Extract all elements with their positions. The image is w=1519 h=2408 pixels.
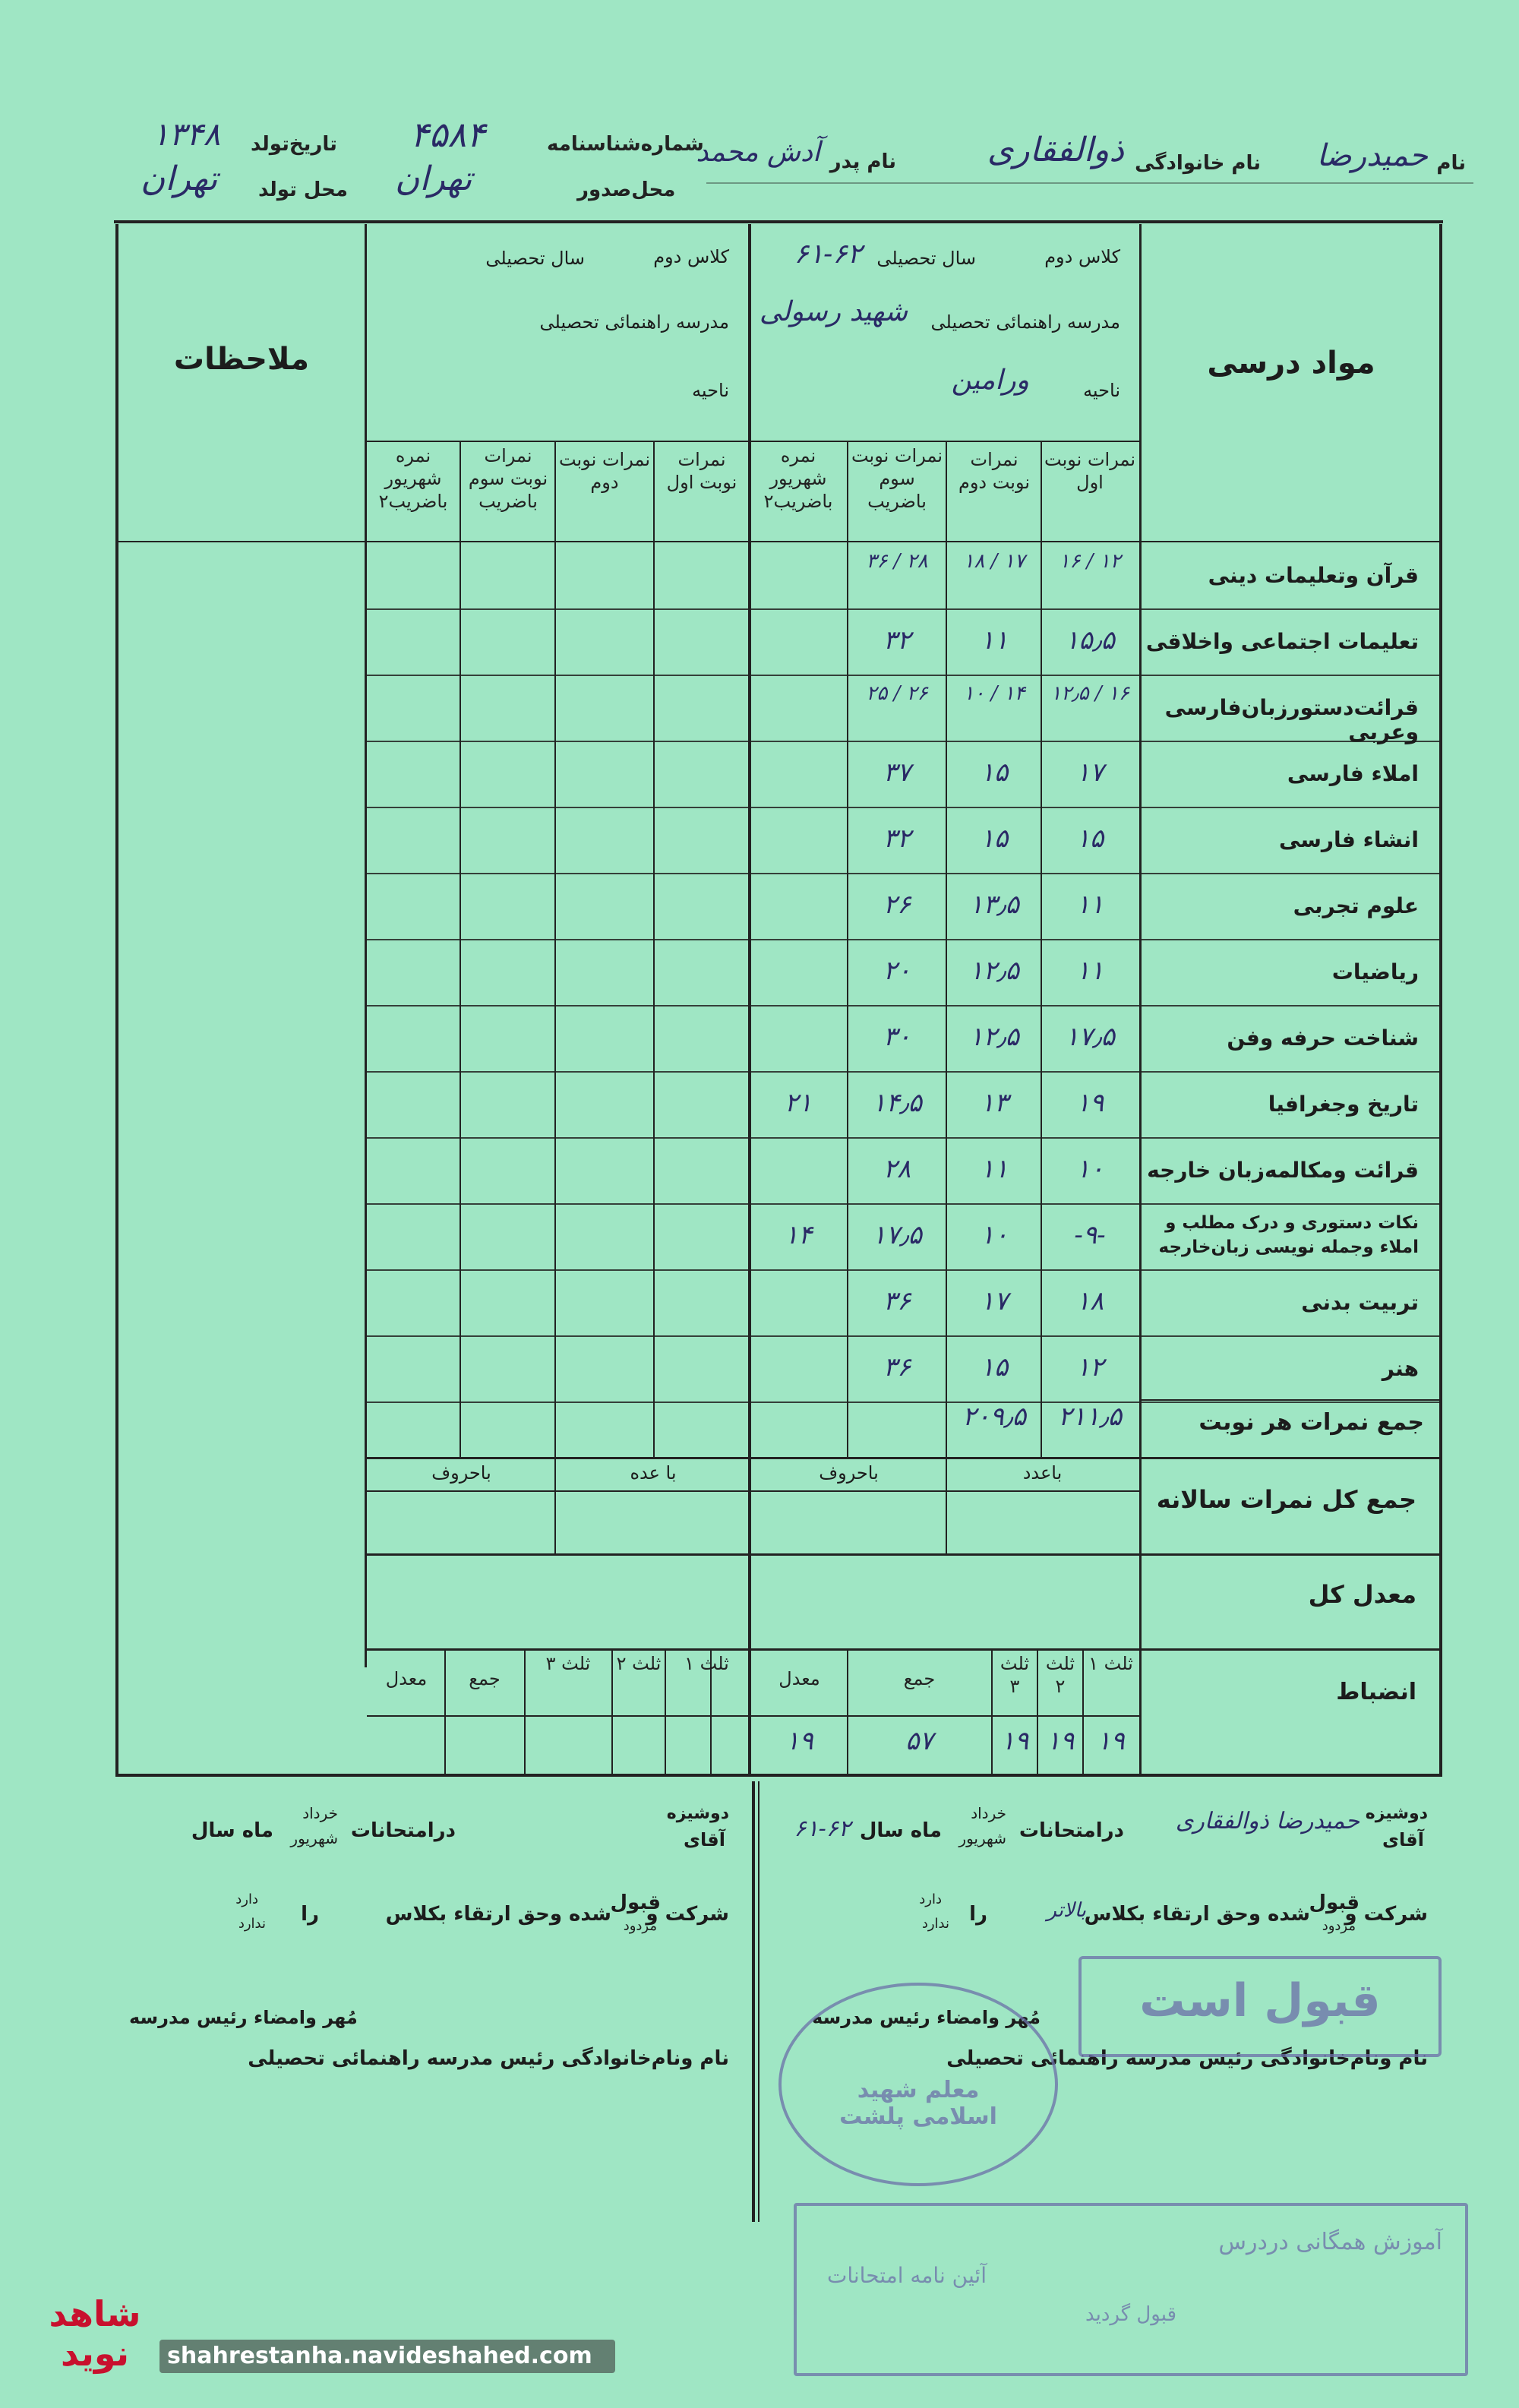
grade-cell: ۲۱ bbox=[784, 1088, 813, 1118]
grade-cell: ۱۷٫۵ bbox=[1065, 1022, 1115, 1052]
grade-cell: ۳۲ bbox=[883, 823, 911, 854]
total-g2: ۲۰۹٫۵ bbox=[962, 1402, 1027, 1432]
fl-khordad: خرداد bbox=[302, 1804, 338, 1822]
subject-name: ریاضیات bbox=[1331, 959, 1419, 984]
row-divider bbox=[367, 1269, 1439, 1271]
footer-left bbox=[114, 1785, 744, 2226]
disc-y1-third-1: ثلث ۱ bbox=[1088, 1653, 1133, 1674]
fl-mr-label: آقای bbox=[684, 1829, 725, 1850]
disc-y2-avg: معدل bbox=[385, 1668, 428, 1689]
bottom-stamp-line3: قبول گردید bbox=[1085, 2303, 1177, 2326]
y2-district-label: ناحیه bbox=[692, 380, 729, 401]
subject-name: تربیت بدنی bbox=[1301, 1290, 1419, 1315]
watermark-url: shahrestanha.navideshahed.com bbox=[167, 2343, 592, 2369]
row-divider bbox=[367, 1137, 1439, 1139]
y1-col-header-4: نمره شهریور باضریب۲ bbox=[763, 445, 833, 512]
id-value: ۴۵۸۴ bbox=[410, 114, 485, 155]
row-divider bbox=[367, 807, 1439, 808]
fl-accepted: قبول bbox=[610, 1891, 661, 1914]
birthplace-value: تهران bbox=[141, 160, 218, 198]
father-label: نام پدر bbox=[829, 150, 896, 173]
grade-cell: ۱۱ bbox=[980, 1154, 1009, 1184]
subject-name: علوم تجربی bbox=[1293, 893, 1419, 918]
table-border-right bbox=[1439, 224, 1442, 1774]
grade-cell: ۱۰ / ۱۴ bbox=[963, 682, 1025, 705]
y1-school-value: شهید رسولی bbox=[759, 296, 908, 327]
subject-name: املاء فارسی bbox=[1287, 761, 1419, 786]
fr-seal-text: مُهر وامضاء رئیس مدرسه bbox=[812, 2007, 1041, 2028]
subject-name: قرائت ومکالمه‌زبان خارجه bbox=[1147, 1158, 1419, 1183]
fl-month-year: ماه سال bbox=[191, 1819, 273, 1842]
disc-y1-third-2: ثلث ۲ bbox=[1045, 1653, 1075, 1697]
fr-rejected: مردود bbox=[1322, 1918, 1356, 1934]
table-border-bottom bbox=[115, 1774, 1442, 1777]
disc-value-sum: ۵۷ bbox=[905, 1726, 933, 1756]
grade-cell: ۲۸ bbox=[883, 1154, 911, 1184]
fr-class-value: بالاتر bbox=[1047, 1899, 1086, 1922]
grade-cell: ۱۸ / ۱۷ bbox=[963, 550, 1025, 573]
row-divider bbox=[367, 1335, 1439, 1337]
disc-y2-third-1: ثلث ۱ bbox=[684, 1653, 729, 1674]
grade-cell: ۱۲٫۵ bbox=[969, 956, 1019, 986]
subject-name: نکات دستوری و درک مطلب و املاء وجمله نویسی زبان‌خارجه bbox=[1158, 1213, 1419, 1257]
grade-cell: ۳۷ bbox=[883, 757, 911, 788]
grade-cell: ۳۰ bbox=[883, 1022, 911, 1052]
grade-cell: ۱۷ bbox=[980, 1286, 1009, 1316]
footer-divider-2 bbox=[758, 1781, 760, 2222]
bottom-stamp bbox=[794, 2203, 1468, 2376]
disc-div-6 bbox=[665, 1648, 666, 1774]
subject-name: هنر bbox=[1382, 1356, 1419, 1381]
subject-name: تاریخ وجغرافیا bbox=[1268, 1092, 1419, 1117]
fr-principal: نام ونام‌خانوادگی رئیس مدرسه راهنمائی تحصیلی bbox=[946, 2047, 1428, 2070]
grade-cell: ۱۵ bbox=[980, 823, 1009, 854]
subject-name: شناخت حرفه وفن bbox=[1227, 1025, 1419, 1051]
disc-y2-sum: جمع bbox=[469, 1668, 501, 1689]
subject-name: انشاء فارسی bbox=[1278, 827, 1419, 852]
name-label: نام bbox=[1436, 152, 1466, 175]
subject-name: تعلیمات اجتماعی واخلاقی bbox=[1145, 629, 1419, 654]
annual-numeric-2: با عده bbox=[630, 1462, 677, 1484]
fr-accepted: قبول bbox=[1309, 1891, 1360, 1914]
disc-y1-third-3: ثلث ۳ bbox=[1000, 1653, 1030, 1697]
fl-seal-text: مُهر وامضاء رئیس مدرسه bbox=[129, 2007, 358, 2028]
birthplace-label: محل تولد bbox=[258, 179, 348, 201]
row-divider bbox=[367, 1402, 1439, 1403]
birthdate-value: ۱۳۴۸ bbox=[152, 115, 221, 153]
average-label: معدل کل bbox=[1308, 1580, 1416, 1609]
grade-cell: ۱۰ bbox=[980, 1220, 1009, 1250]
disc-div-2 bbox=[1037, 1648, 1038, 1774]
row-divider bbox=[367, 1005, 1439, 1006]
grade-cell: ۳۶ bbox=[883, 1286, 911, 1316]
round-seal bbox=[778, 1983, 1058, 2186]
row-divider bbox=[367, 1071, 1439, 1073]
grade-cell: ۱۷ bbox=[1075, 757, 1104, 788]
total-g1: ۲۱۱٫۵ bbox=[1057, 1402, 1123, 1432]
y1-school-label: مدرسه راهنمائی تحصیلی bbox=[930, 311, 1120, 333]
disc-div-3 bbox=[991, 1648, 993, 1774]
y1-year-value: ۶۱-۶۲ bbox=[794, 239, 862, 270]
disc-y1-avg: معدل bbox=[778, 1668, 820, 1689]
birthdate-label: تاریخ‌تولد bbox=[251, 133, 337, 156]
accepted-stamp-text: قبول است bbox=[1139, 1974, 1381, 2027]
fr-year: ۶۱-۶۲ bbox=[794, 1815, 851, 1842]
y1-district-value: ورامین bbox=[951, 365, 1029, 396]
fr-student: حمیدرضا ذوالفقاری bbox=[1175, 1808, 1360, 1834]
discipline-label: انضباط bbox=[1336, 1679, 1416, 1705]
row-divider bbox=[367, 1203, 1439, 1205]
bottom-stamp-line2: آئین نامه امتحانات bbox=[827, 2263, 987, 2288]
col-div-y2-a bbox=[653, 441, 655, 1458]
fr-khordad: خرداد bbox=[971, 1804, 1006, 1822]
disc-div-7 bbox=[611, 1648, 613, 1774]
bottom-stamp-line1: آموزش همگانی دردرس bbox=[1218, 2229, 1442, 2255]
family-value: ذوالفقاری bbox=[987, 131, 1124, 169]
y2-col-header-3: نمرات نوبت سوم باضریب bbox=[468, 445, 548, 512]
grade-cell: ۱۴ bbox=[784, 1220, 813, 1250]
name-value: حمیدرضا bbox=[1316, 138, 1428, 173]
disc-y2-third-3: ثلث ۳ bbox=[545, 1653, 591, 1674]
discipline-top-line bbox=[367, 1648, 1439, 1651]
grade-cell: ۱۵ bbox=[980, 757, 1009, 788]
col-div-y1-c bbox=[847, 441, 848, 1458]
y2-col-header-4: نمره شهریور باضریب۲ bbox=[378, 445, 448, 512]
fl-ra: را bbox=[301, 1903, 319, 1926]
disc-div-4 bbox=[847, 1648, 848, 1774]
issue-value: تهران bbox=[395, 160, 472, 198]
total-label: جمع نمرات هر نوبت bbox=[1198, 1409, 1424, 1436]
fr-has-not: ندارد bbox=[921, 1916, 949, 1932]
fl-rejected: مردود bbox=[623, 1918, 657, 1934]
grade-cell: ۱۵٫۵ bbox=[1065, 625, 1115, 656]
grade-cell: ۲۰ bbox=[883, 956, 911, 986]
grade-cell: -۹- bbox=[1074, 1220, 1106, 1250]
row-divider bbox=[367, 675, 1439, 676]
grade-cell: ۱۱ bbox=[1075, 956, 1104, 986]
subject-name: قرائت‌دستورزبان‌فارسی وعربی bbox=[1164, 695, 1419, 744]
header bbox=[0, 0, 1519, 220]
y1-year-label: سال تحصیلی bbox=[876, 248, 976, 269]
col-div-y1-b bbox=[946, 441, 947, 1458]
disc-y1-sum: جمع bbox=[903, 1668, 936, 1689]
row-divider bbox=[367, 608, 1439, 610]
fr-miss-label: دوشیزه bbox=[1365, 1804, 1428, 1823]
fl-promotion: شده وحق ارتقاء بکلاس bbox=[385, 1903, 611, 1926]
grade-cell: ۱۲٫۵ / ۱۶ bbox=[1050, 682, 1129, 705]
header-row-line bbox=[367, 441, 1139, 442]
watermark-url-box bbox=[159, 2340, 615, 2373]
grade-cell: ۱۳٫۵ bbox=[969, 890, 1019, 920]
fl-has-not: ندارد bbox=[238, 1916, 266, 1932]
y1-class-label: کلاس دوم bbox=[1044, 246, 1120, 267]
grade-cell: ۲۶ bbox=[883, 890, 911, 920]
accepted-stamp bbox=[1078, 1956, 1442, 2057]
y2-col-header-1: نمرات نوبت اول bbox=[666, 449, 737, 493]
disc-value-2: ۱۹ bbox=[1046, 1726, 1075, 1756]
y1-col-header-2: نمرات نوبت دوم bbox=[958, 449, 1031, 493]
annual-div-1 bbox=[946, 1458, 947, 1553]
annual-letters-2: باحروف bbox=[431, 1462, 491, 1484]
annual-div-2 bbox=[554, 1458, 556, 1553]
year2-header bbox=[368, 228, 744, 437]
col-div-y1-a bbox=[1041, 441, 1042, 1458]
subjects-header: مواد درسی bbox=[1207, 346, 1375, 381]
grade-cell: ۱۹ bbox=[1075, 1088, 1104, 1118]
issue-label: محل‌صدور bbox=[577, 179, 676, 201]
grade-cell: ۲۵ / ۲۶ bbox=[866, 682, 928, 705]
fr-has: دارد bbox=[919, 1891, 942, 1907]
subject-name: قرآن وتعلیمات دینی bbox=[1208, 563, 1419, 588]
grade-cell: ۱۳ bbox=[980, 1088, 1009, 1118]
divider-year bbox=[748, 224, 751, 1774]
y2-school-label: مدرسه راهنمائی تحصیلی bbox=[539, 311, 729, 333]
annual-top-line bbox=[367, 1457, 1439, 1459]
watermark-logo bbox=[30, 2294, 159, 2378]
row-divider bbox=[367, 939, 1439, 940]
father-value: آدش محمد bbox=[696, 137, 820, 168]
average-top-line bbox=[367, 1553, 1439, 1556]
disc-div-9 bbox=[444, 1648, 446, 1774]
y1-district-label: ناحیه bbox=[1083, 380, 1120, 401]
fl-has: دارد bbox=[235, 1891, 258, 1907]
disc-value-avg: ۱۹ bbox=[785, 1726, 813, 1756]
y1-col-header-1: نمرات نوبت اول bbox=[1044, 449, 1136, 493]
grade-cell: ۳۶ bbox=[883, 1352, 911, 1383]
disc-value-3: ۱۹ bbox=[1000, 1726, 1029, 1756]
watermark-brand: شاهد نوید bbox=[49, 2293, 141, 2374]
grade-cell: ۱۵ bbox=[980, 1352, 1009, 1383]
y2-year-label: سال تحصیلی bbox=[485, 248, 585, 269]
grade-cell: ۱۷٫۵ bbox=[872, 1220, 922, 1250]
total-top-line bbox=[1139, 1399, 1439, 1401]
grade-cell: ۱۰ bbox=[1075, 1154, 1104, 1184]
col-div-y2-c bbox=[459, 441, 461, 1458]
grade-cell: ۱۸ bbox=[1075, 1286, 1104, 1316]
grade-cell: ۱۱ bbox=[980, 625, 1009, 656]
annual-letters-1: باحروف bbox=[819, 1462, 879, 1484]
fr-mr-label: آقای bbox=[1382, 1829, 1424, 1850]
annual-label: جمع کل نمرات سالانه bbox=[1156, 1485, 1416, 1514]
annual-numeric-1: باعدد bbox=[1022, 1462, 1063, 1484]
row-divider bbox=[367, 873, 1439, 874]
colheader-row-line bbox=[118, 541, 1439, 542]
round-seal-text: معلم شهید اسلامی پلشت bbox=[839, 2077, 997, 2130]
table-border-left bbox=[115, 224, 118, 1774]
fl-miss-label: دوشیزه bbox=[666, 1804, 729, 1823]
y2-class-label: کلاس دوم bbox=[653, 246, 729, 267]
grade-cell: ۱۵ bbox=[1075, 823, 1104, 854]
fl-principal: نام ونام‌خانوادگی رئیس مدرسه راهنمائی تحصیلی bbox=[248, 2047, 729, 2070]
grade-cell: ۳۶ / ۲۸ bbox=[866, 550, 928, 573]
fr-promotion: شده وحق ارتقاء بکلاس bbox=[1084, 1903, 1310, 1926]
divider-subjects bbox=[1139, 224, 1142, 1774]
remarks-header: ملاحظات bbox=[173, 342, 310, 377]
disc-div-8 bbox=[524, 1648, 526, 1774]
header-underline bbox=[706, 182, 1473, 184]
grade-cell: ۱۱ bbox=[1075, 890, 1104, 920]
disc-div-1 bbox=[1082, 1648, 1084, 1774]
fr-exam-text: درامتحانات bbox=[1018, 1819, 1124, 1842]
family-label: نام خانوادگی bbox=[1135, 152, 1261, 175]
grade-cell: ۱۴٫۵ bbox=[872, 1088, 922, 1118]
fl-shahrivar: شهریور bbox=[290, 1829, 338, 1847]
grade-cell: ۱۲ bbox=[1075, 1352, 1104, 1383]
y1-col-header-3: نمرات نوبت سوم باضریب bbox=[851, 445, 943, 512]
col-div-y2-b bbox=[554, 441, 556, 1458]
fr-participate: شرکت و bbox=[1344, 1903, 1428, 1926]
id-label: شماره‌شناسنامه bbox=[547, 133, 704, 156]
grade-cell: ۳۲ bbox=[883, 625, 911, 656]
disc-value-1: ۱۹ bbox=[1097, 1726, 1125, 1756]
year1-header bbox=[752, 228, 1135, 437]
y2-col-header-2: نمرات نوبت دوم bbox=[558, 449, 650, 493]
grade-cell: ۱۲٫۵ bbox=[969, 1022, 1019, 1052]
fr-ra: را bbox=[969, 1903, 987, 1926]
grade-cell: ۱۶ / ۱۲ bbox=[1059, 550, 1121, 573]
fl-participate: شرکت و bbox=[646, 1903, 729, 1926]
discipline-mid-line bbox=[367, 1715, 1139, 1717]
disc-y2-third-2: ثلث ۲ bbox=[616, 1653, 662, 1674]
fr-month-year: ماه سال bbox=[859, 1819, 942, 1842]
annual-mid-line bbox=[367, 1490, 1139, 1492]
fr-shahrivar: شهریور bbox=[958, 1829, 1006, 1847]
fl-exam-text: درامتحانات bbox=[350, 1819, 456, 1842]
footer-divider bbox=[752, 1781, 755, 2222]
